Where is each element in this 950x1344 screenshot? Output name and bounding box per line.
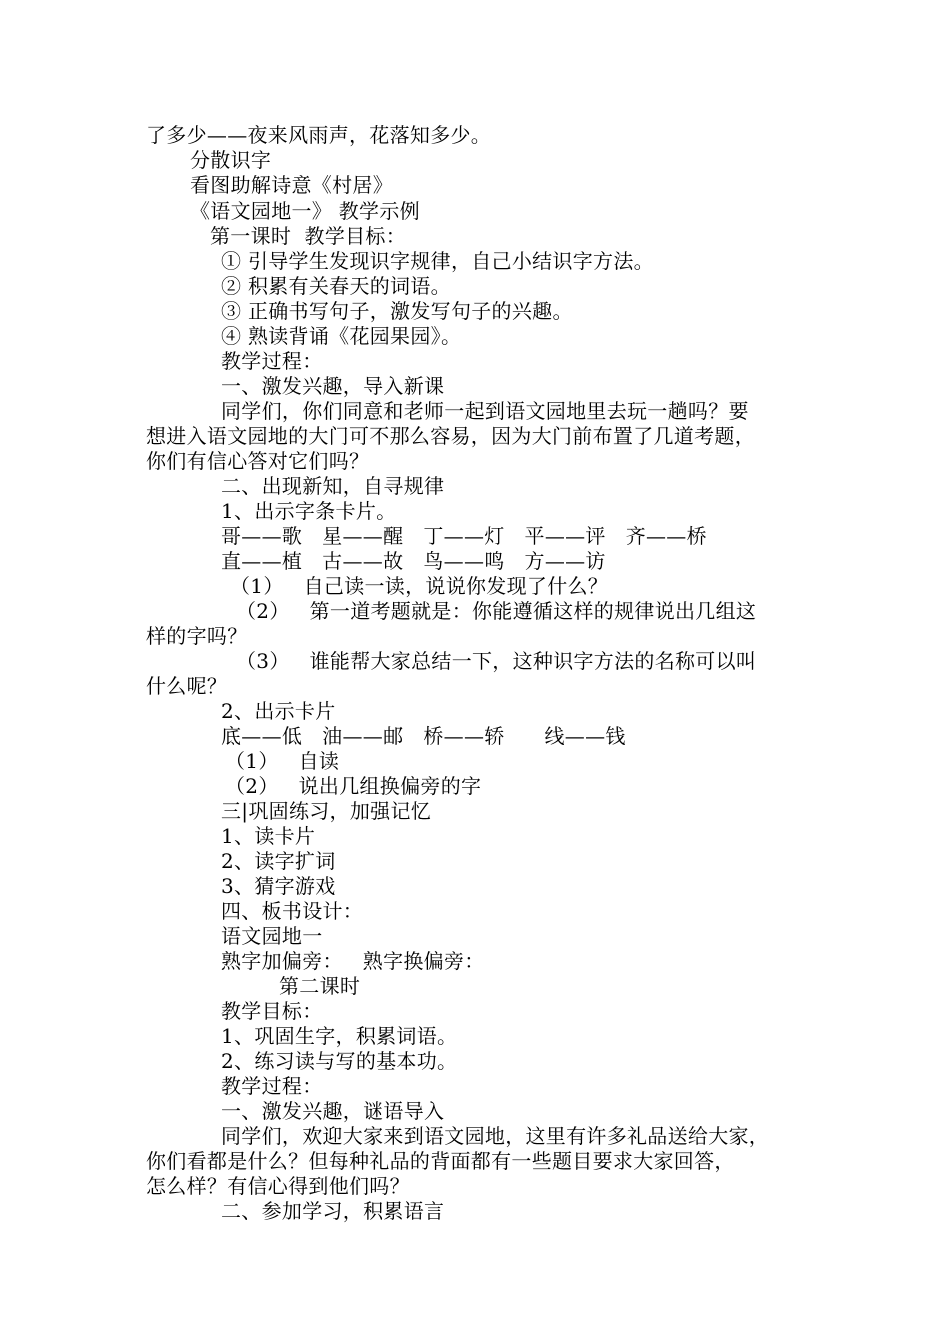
text-line: 2、练习读与写的基本功。 <box>221 1049 458 1073</box>
text-line: 1、巩固生字，积累词语。 <box>221 1024 458 1048</box>
text-line: ③ 正确书写句子，激发写句子的兴趣。 <box>221 299 573 323</box>
text-line: 教学目标： <box>221 999 323 1023</box>
text-line: 样的字吗？ <box>146 624 248 648</box>
text-line: 《语文园地一》 教学示例 <box>190 199 420 223</box>
text-line: ① 引导学生发现识字规律，自己小结识字方法。 <box>221 249 654 273</box>
text-line: 底——低 油——邮 桥——轿 线——钱 <box>221 724 626 748</box>
text-line: 2、读字扩词 <box>221 849 336 873</box>
text-line: ④ 熟读背诵《花园果园》。 <box>221 324 462 348</box>
text-line: 分散识字 <box>190 148 272 172</box>
text-line: 熟字加偏旁： 熟字换偏旁： <box>221 949 485 973</box>
text-line: 1、出示字条卡片。 <box>221 499 397 523</box>
text-line: （1） 自己读一读，说说你发现了什么？ <box>230 574 609 598</box>
text-line: （3） 谁能帮大家总结一下，这种识字方法的名称可以叫 <box>236 649 757 673</box>
text-line: 同学们，你们同意和老师一起到语文园地里去玩一趟吗？要 <box>221 399 749 423</box>
text-line: 你们有信心答对它们吗？ <box>146 449 370 473</box>
text-line: 直——植 古——故 鸟——鸣 方——访 <box>221 549 606 573</box>
text-line: （1） 自读 <box>225 749 340 773</box>
text-line: 看图助解诗意《村居》 <box>190 173 393 197</box>
text-line: ② 积累有关春天的词语。 <box>221 274 451 298</box>
text-line: 第二课时 <box>279 974 361 998</box>
text-line: 四、板书设计： <box>221 899 364 923</box>
text-line: 同学们，欢迎大家来到语文园地，这里有许多礼品送给大家， <box>221 1124 770 1148</box>
text-line: 2、出示卡片 <box>221 699 336 723</box>
text-line: 教学过程： <box>221 1074 323 1098</box>
text-line: 第一课时 教学目标： <box>210 224 407 248</box>
text-line: 你们看都是什么？但每种礼品的背面都有一些题目要求大家回答， <box>146 1149 735 1173</box>
text-line: 二、参加学习，积累语言 <box>221 1199 445 1223</box>
text-line: 1、读卡片 <box>221 824 316 848</box>
text-line: 3、猜字游戏 <box>221 874 336 898</box>
text-line: 语文园地一 <box>221 924 323 948</box>
text-line: 三|巩固练习，加强记忆 <box>221 799 432 823</box>
text-line: （2） 第一道考题就是：你能遵循这样的规律说出几组这 <box>236 599 757 623</box>
text-line: 一、激发兴趣，谜语导入 <box>221 1099 445 1123</box>
text-line: 一、激发兴趣，导入新课 <box>221 374 445 398</box>
text-line: 什么呢？ <box>146 674 228 698</box>
text-line: 想进入语文园地的大门可不那么容易，因为大门前布置了几道考题， <box>146 424 755 448</box>
text-line: 二、出现新知，自寻规律 <box>221 474 445 498</box>
text-line: 怎么样？有信心得到他们吗？ <box>146 1174 410 1198</box>
text-line: 了多少——夜来风雨声，花落知多少。 <box>146 123 492 147</box>
text-line: 教学过程： <box>221 349 323 373</box>
text-line: 哥——歌 星——醒 丁——灯 平——评 齐——桥 <box>221 524 707 548</box>
text-line: （2） 说出几组换偏旁的字 <box>225 774 482 798</box>
